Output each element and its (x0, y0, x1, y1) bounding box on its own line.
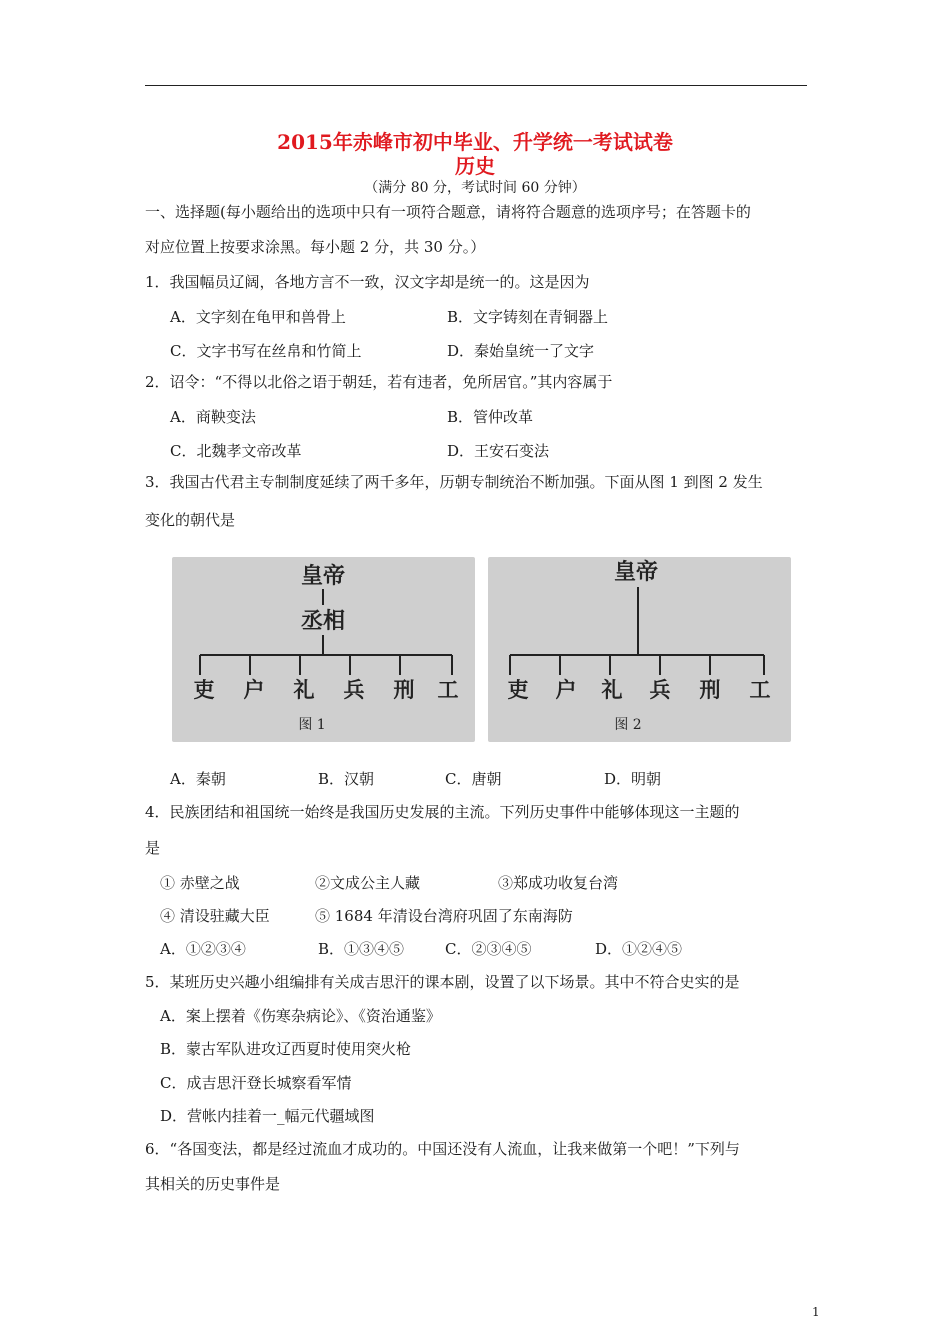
q5-option-c: C．成吉思汗登长城察看军情 (160, 1074, 352, 1092)
q2-option-a: A．商鞅变法 (170, 408, 256, 426)
q6-stem-line1: 6．“各国变法，都是经过流血才成功的。中国还没有人流血，让我来做第一个吧！”下列与 (145, 1140, 740, 1158)
q4-stem-line2: 是 (145, 839, 161, 857)
fig1-dept-6: 工 (437, 677, 459, 702)
q2-option-b: B．管仲改革 (447, 408, 534, 426)
header-rule (145, 85, 807, 86)
q4-option-d: D．①②④⑤ (595, 940, 683, 958)
fig2-emperor: 皇帝 (613, 559, 659, 585)
fig1-dept-4: 兵 (343, 677, 365, 702)
q5-option-b: B．蒙古军队进攻辽西夏时使用突火枪 (160, 1040, 412, 1058)
q3-stem-line2: 变化的朝代是 (145, 511, 236, 529)
figure-1 (172, 557, 475, 742)
q3-option-a: A．秦朝 (170, 770, 226, 788)
q3-option-c: C．唐朝 (445, 770, 502, 788)
q2-option-c: C．北魏孝文帝改革 (170, 442, 302, 460)
q4-option-c: C．②③④⑤ (445, 940, 532, 958)
q3-option-d: D．明朝 (604, 770, 662, 788)
q4-item-4: ④ 清设驻藏大臣 (160, 907, 270, 925)
q1-option-b: B．文字铸刻在青铜器上 (447, 308, 609, 326)
fig1-dept-2: 户 (243, 677, 265, 702)
q1-option-d: D．秦始皇统一了文字 (447, 342, 595, 360)
q2-stem: 2．诏令：“不得以北俗之语于朝廷，若有违者，免所居官。”其内容属于 (145, 373, 613, 391)
fig1-chancellor: 丞相 (300, 608, 346, 634)
fig1-dept-1: 吏 (193, 677, 215, 702)
q1-option-a: A．文字刻在龟甲和兽骨上 (170, 308, 346, 326)
exam-note: （满分 80 分，考试时间 60 分钟） (364, 180, 586, 196)
fig1-dept-5: 刑 (393, 677, 415, 702)
q4-item-3: ③郑成功收复台湾 (498, 874, 619, 892)
q5-option-d: D．营帐内挂着一_幅元代疆域图 (160, 1107, 375, 1125)
fig1-emperor: 皇帝 (300, 563, 346, 589)
fig2-caption: 图 2 (614, 717, 642, 733)
page-number: 1 (812, 1305, 820, 1319)
q1-option-c: C．文字书写在丝帛和竹简上 (170, 342, 362, 360)
q5-stem: 5．某班历史兴趣小组编排有关成吉思汗的课本剧，设置了以下场景。其中不符合史实的是 (145, 973, 740, 991)
q4-item-2: ②文成公主人藏 (315, 874, 421, 892)
q3-stem-line1: 3．我国古代君主专制制度延续了两千多年，历朝专制统治不断加强。下面从图 1 到图 2 发生 (145, 473, 763, 491)
fig2-dept-6: 工 (749, 677, 771, 702)
fig2-dept-1: 吏 (507, 677, 529, 702)
q4-option-a: A．①②③④ (160, 940, 246, 958)
exam-title: 2015年赤峰市初中毕业、升学统一考试试卷 (277, 130, 673, 154)
fig2-dept-4: 兵 (649, 677, 671, 702)
fig1-dept-3: 礼 (293, 677, 315, 702)
section-instruction-line2: 对应位置上按要求涂黑。每小题 2 分，共 30 分。） (145, 238, 486, 256)
exam-subject: 历史 (455, 154, 495, 178)
fig1-caption: 图 1 (298, 717, 326, 733)
figure-2 (488, 557, 791, 742)
q4-item-1: ① 赤壁之战 (160, 874, 240, 892)
q6-stem-line2: 其相关的历史事件是 (145, 1175, 281, 1193)
fig2-dept-3: 礼 (601, 677, 623, 702)
fig2-dept-5: 刑 (699, 677, 721, 702)
q4-stem-line1: 4．民族团结和祖国统一始终是我国历史发展的主流。下列历史事件中能够体现这一主题的 (145, 803, 740, 821)
q1-stem: 1．我国幅员辽阔，各地方言不一致，汉文字却是统一的。这是因为 (145, 273, 590, 291)
q5-option-a: A．案上摆着《伤寒杂病论》、《资治通鉴》 (160, 1007, 441, 1025)
q4-item-5: ⑤ 1684 年清设台湾府巩固了东南海防 (315, 907, 573, 925)
fig2-dept-2: 户 (555, 677, 577, 702)
section-instruction-line1: 一、选择题(每小题给出的选项中只有一项符合题意，请将符合题意的选项序号；在答题卡的 (145, 203, 751, 221)
q3-option-b: B．汉朝 (318, 770, 375, 788)
q2-option-d: D．王安石变法 (447, 442, 550, 460)
q4-option-b: B．①③④⑤ (318, 940, 405, 958)
